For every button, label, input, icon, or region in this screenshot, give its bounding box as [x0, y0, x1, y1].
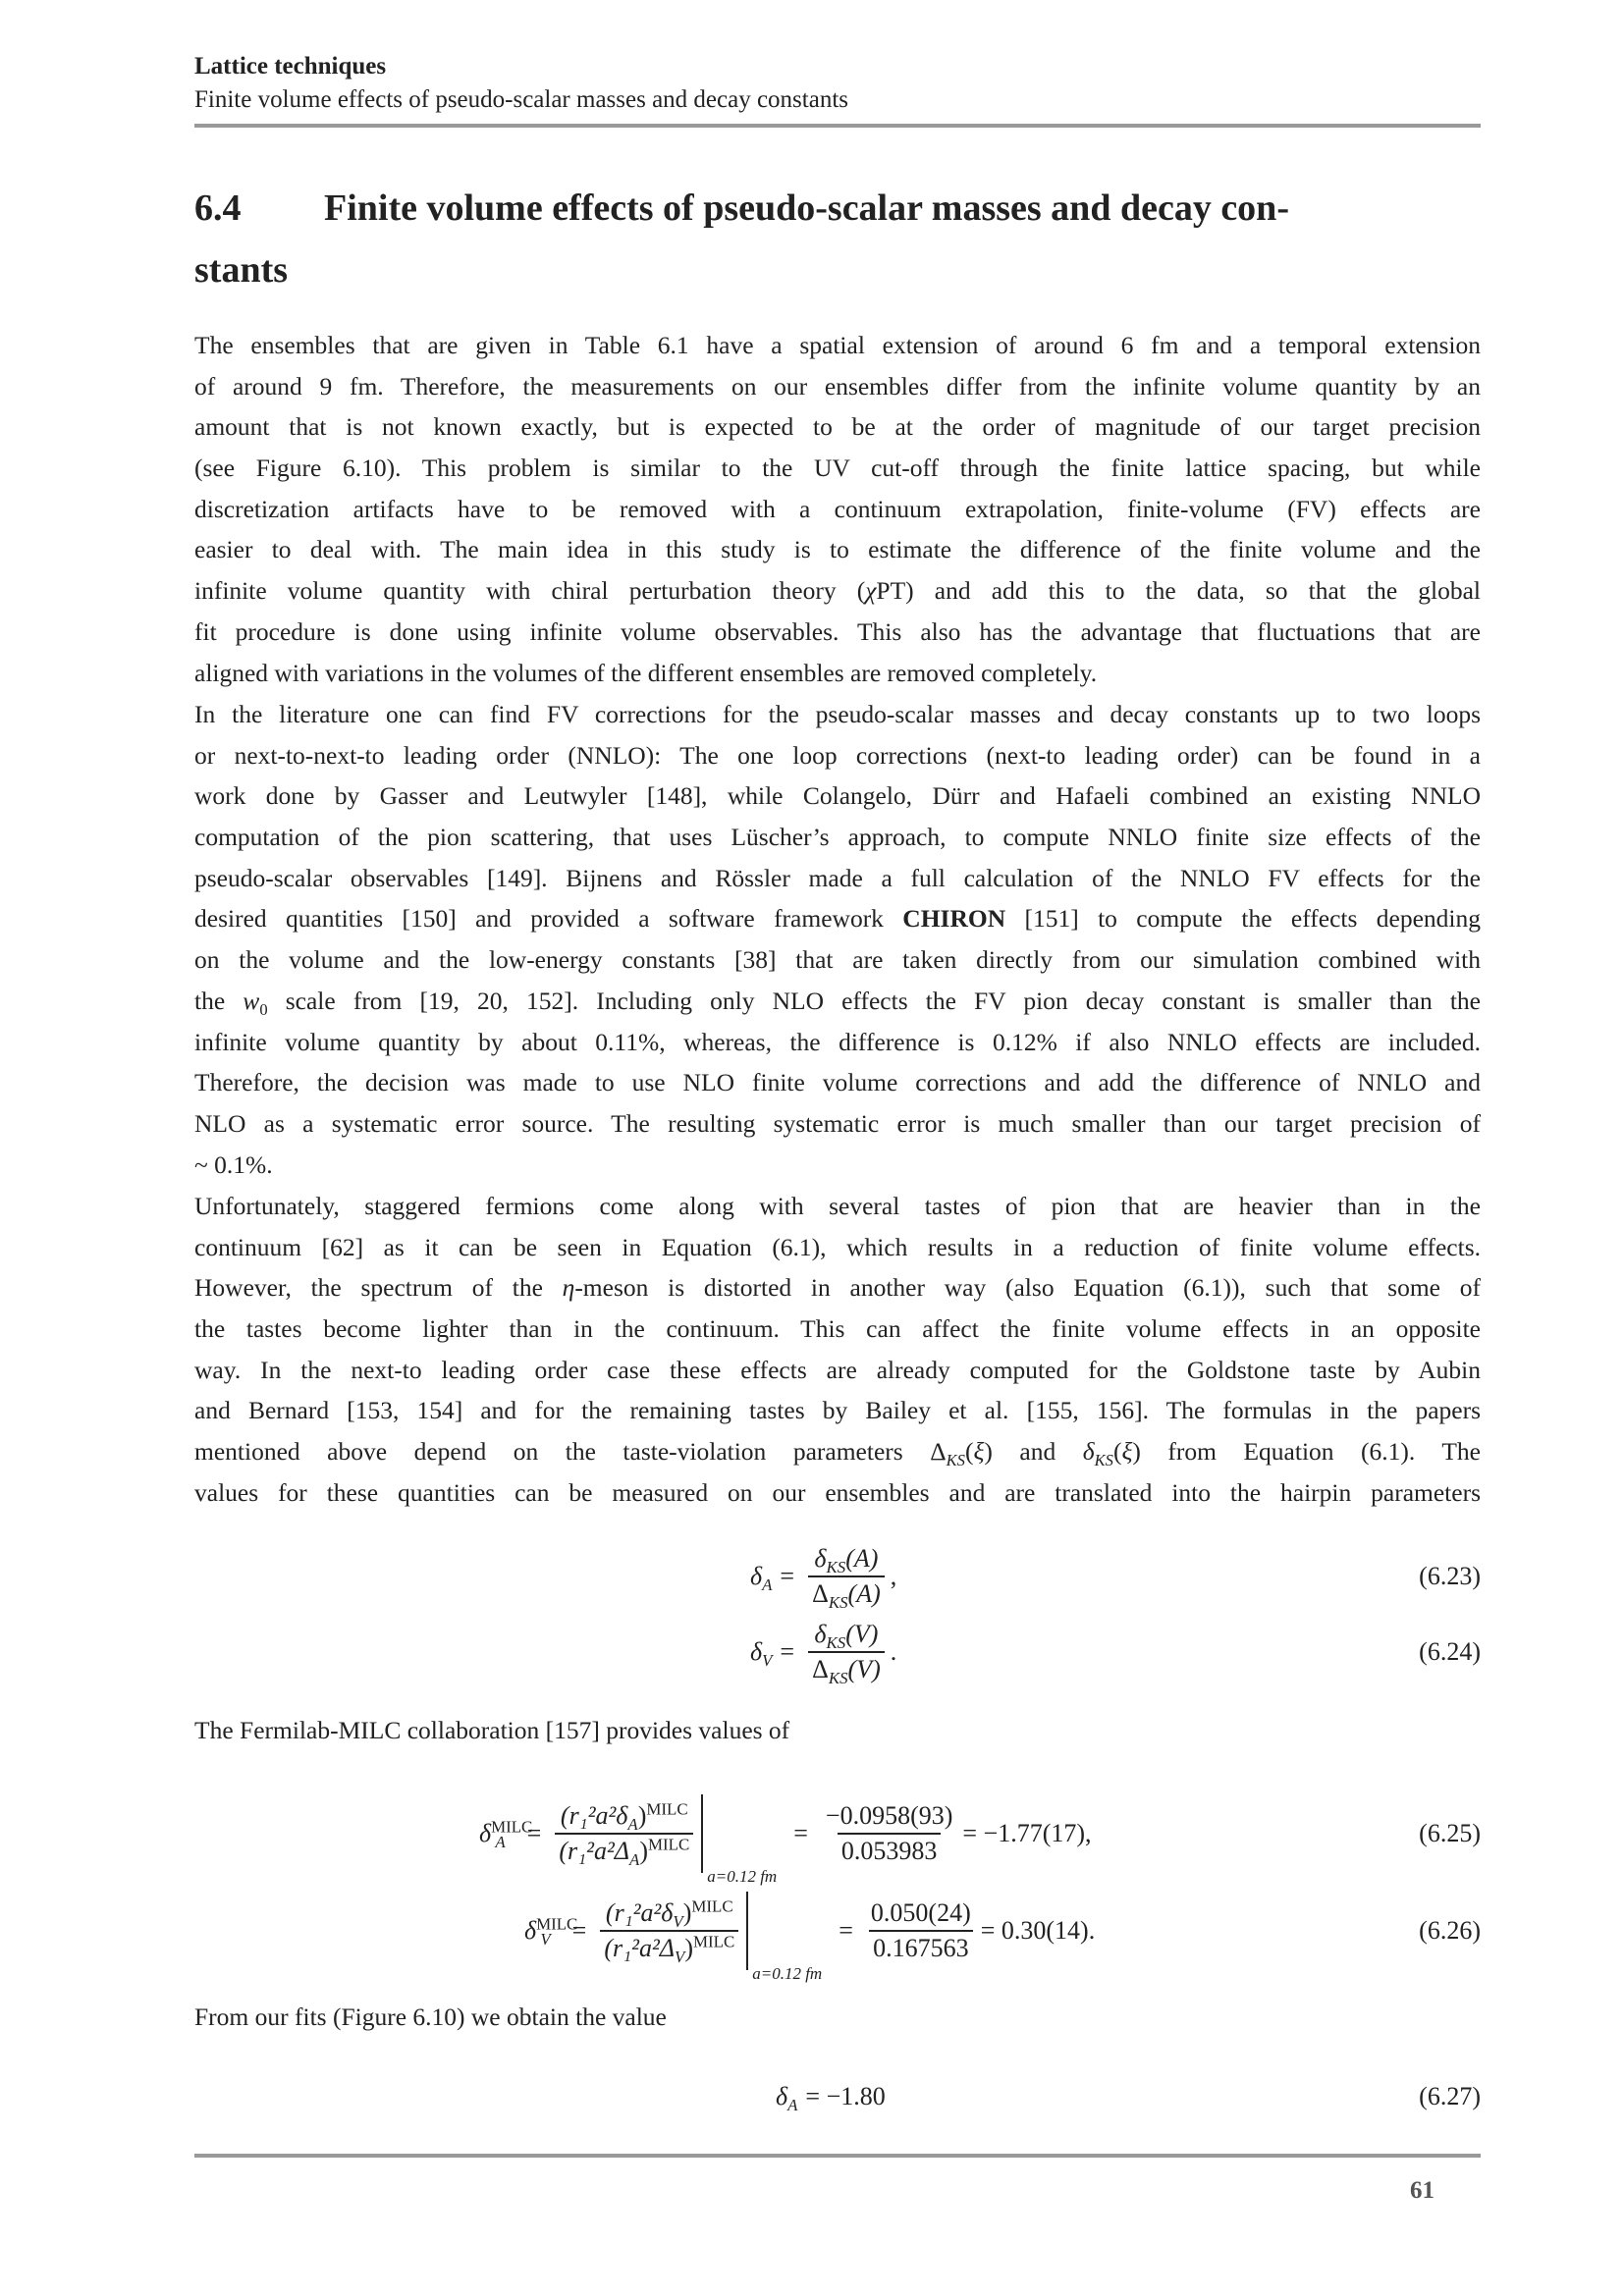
text-line	[194, 612, 1481, 653]
text-fits: From our fits (Figure 6.10) we obtain the value	[194, 2002, 667, 2031]
text-line	[194, 1308, 1481, 1350]
text-segment: or next-to-next-to leading order (NNLO): The one loop corrections (next-to leading order) can be found in a	[194, 740, 1481, 770]
text-line	[194, 529, 1481, 570]
text-segment: desired quantities [150] and provided a software framework	[194, 904, 903, 934]
inline-math: δ	[1082, 1437, 1095, 1467]
equals-sign: =	[780, 1562, 795, 1590]
eq-result: = −1.77(17),	[962, 1819, 1092, 1847]
text-segment: the	[194, 986, 244, 1015]
eq-rhs: = −1.80	[805, 2082, 886, 2110]
running-header-chapter: Lattice techniques	[194, 53, 387, 80]
text-fermilab: The Fermilab-MILC collaboration [157] provides values of	[194, 1716, 790, 1744]
text-segment: mentioned above depend on the taste-violation parameters Δ	[194, 1437, 947, 1467]
inline-math: KS	[946, 1451, 965, 1470]
text-line	[194, 1145, 1481, 1186]
text-line	[194, 939, 1481, 981]
text-segment: Therefore, the decision was made to use NLO finite volume corrections and add the difference of NNLO and	[194, 1068, 1481, 1097]
text-line	[194, 1267, 1481, 1308]
inline-math: ξ	[973, 1437, 985, 1467]
text-segment: amount that is not known exactly, but is expected to be at the order of magnitude of our target precision	[194, 412, 1481, 442]
text-segment: way. In the next-to leading order case these effects are already computed for the Goldstone taste by Aubin	[194, 1355, 1481, 1384]
text-line	[194, 653, 1481, 694]
page-number: 61	[1410, 2177, 1435, 2204]
section-number: 6.4	[194, 187, 242, 229]
inline-math: w	[243, 986, 260, 1015]
inline-math: KS	[1094, 1451, 1113, 1470]
text-segment: fit procedure is done using infinite volume observables. This also has the advantage that fluctuations that are	[194, 616, 1481, 646]
fraction: $\frac{(r_1^2a^2\delta_V)^{MILC}}{(r_1^2a^2\Delta_V)^{MILC}}$	[600, 1898, 738, 1963]
text-segment: ) and	[984, 1437, 1083, 1467]
equation-number: (6.24)	[1419, 1637, 1481, 1666]
eq-lhs: $\delta_V$	[750, 1637, 773, 1671]
text-line	[194, 1472, 1481, 1514]
text-line	[194, 735, 1481, 776]
text-line	[194, 1022, 1481, 1063]
equation-6-24: $\delta_V$ = $\frac{\delta_{KS}(V)}{\Delta_{KS}(V)}$ . (6.24)	[750, 1620, 1481, 1688]
text-line	[194, 1350, 1481, 1391]
fraction: $\frac{\delta_{KS}(V)}{\Delta_{KS}(V)}$	[808, 1620, 885, 1684]
eq-lhs: $\delta_A$	[750, 1562, 773, 1595]
inline-math: ξ	[1121, 1437, 1133, 1467]
eq-lhs: $\delta^{MILC}_A$	[479, 1817, 533, 1852]
text-line	[194, 775, 1481, 817]
inline-math: χ	[865, 576, 877, 606]
eq-lhs: $\delta^{MILC}_V$	[524, 1914, 578, 1949]
evaluation-bar: a=0.12 fm	[746, 1892, 748, 1970]
eq-lhs: $\delta_A$	[776, 2082, 798, 2115]
text-line	[194, 366, 1481, 407]
text-line	[194, 1227, 1481, 1268]
text-line	[194, 1390, 1481, 1431]
equation-6-26: $\delta^{MILC}_V$ = $\frac{(r_1^2a^2\delta_V)^{MILC}}{(r_1^2a^2\Delta_V)^{MILC}}$ a=0.12 fm = $\frac{0.050(24)}{0.167563}$ = 0.30(14). (6.26)	[194, 1882, 1481, 1980]
text-segment: (see Figure 6.10). This problem is similar to the UV cut-off through the finite lattice spacing, but while	[194, 454, 1481, 483]
equals-sign: =	[780, 1637, 795, 1666]
eq-result: = 0.30(14).	[980, 1916, 1096, 1945]
text-segment: infinite volume quantity by about 0.11%, whereas, the difference is 0.12% if also NNLO effects are included.	[194, 1027, 1481, 1056]
text-segment: ) from Equation (6.1). The	[1132, 1437, 1481, 1467]
text-segment: Unfortunately, staggered fermions come along with several tastes of pion that are heavier than in the	[194, 1192, 1481, 1220]
text-segment: values for these quantities can be measured on our ensembles and are translated into the hairpin parameters	[194, 1477, 1481, 1507]
text-segment: pseudo-scalar observables [149]. Bijnens and Rössler made a full calculation of the NNLO FV effects for the	[194, 863, 1481, 892]
equation-number: (6.26)	[1419, 1916, 1481, 1945]
text-line	[194, 489, 1481, 530]
text-line	[194, 817, 1481, 858]
text-segment: -meson is distorted in another way (also Equation (6.1)), such that some of	[574, 1273, 1481, 1303]
text-segment: computation of the pion scattering, that uses Lüscher’s approach, to compute NNLO finite size effects of the	[194, 823, 1481, 852]
inline-math: CHIRON	[902, 904, 1006, 934]
text-segment: the tastes become lighter than in the continuum. This can affect the finite volume effects in an opposite	[194, 1314, 1481, 1344]
text-segment: (	[964, 1437, 974, 1467]
evaluation-bar: a=0.12 fm	[701, 1794, 703, 1873]
text-segment: PT) and add this to the data, so that the global	[876, 576, 1481, 606]
text-line	[194, 570, 1481, 612]
fraction: $\frac{(r_1^2a^2\delta_A)^{MILC}}{(r_1^2a^2\Delta_A)^{MILC}}$	[555, 1801, 693, 1866]
inline-math: η	[562, 1273, 575, 1303]
text-line	[194, 1186, 1481, 1227]
value-fraction: $\frac{0.050(24)}{0.167563}$	[870, 1898, 971, 1962]
text-segment: However, the spectrum of the	[194, 1273, 563, 1303]
paragraph-1	[194, 325, 1481, 693]
text-segment: NLO as a systematic error source. The resulting systematic error is much smaller than our target precision of	[194, 1108, 1481, 1138]
text-segment: The ensembles that are given in Table 6.1 have a spatial extension of around 6 fm and a temporal extension	[194, 331, 1481, 359]
header-rule	[194, 124, 1481, 128]
inline-math: 0	[259, 999, 268, 1019]
text-line	[194, 694, 1481, 735]
text-segment: work done by Gasser and Leutwyler [148], while Colangelo, Dürr and Hafaeli combined an existing NNLO	[194, 781, 1481, 811]
equation-6-23: $\delta_A$ = $\frac{\delta_{KS}(A)}{\Delta_{KS}(A)}$ , (6.23)	[750, 1544, 1481, 1613]
equation-number: (6.25)	[1419, 1819, 1481, 1847]
text-line	[194, 858, 1481, 899]
text-segment: easier to deal with. The main idea in this study is to estimate the difference of the finite volume and the	[194, 535, 1481, 564]
equation-6-27	[194, 2077, 1481, 2116]
text-segment: scale from [19, 20, 152]. Including only NLO effects the FV pion decay constant is smaller than the	[267, 986, 1481, 1015]
text-segment: aligned with variations in the volumes of the different ensembles are removed completely.	[194, 658, 1098, 687]
fraction: $\frac{\delta_{KS}(A)}{\Delta_{KS}(A)}$	[808, 1544, 885, 1609]
section-heading	[194, 187, 1289, 230]
text-segment: and Bernard [153, 154] and for the remaining tastes by Bailey et al. [155, 156]. The formulas in the papers	[194, 1396, 1481, 1425]
text-line	[194, 981, 1481, 1022]
value-fraction: $\frac{-0.0958(93)}{0.053983}$	[825, 1801, 953, 1865]
text-segment: on the volume and the low-energy constants [38] that are taken directly from our simulation combined with	[194, 945, 1481, 975]
text-segment: In the literature one can find FV corrections for the pseudo-scalar masses and decay constants up to two loops	[194, 700, 1481, 728]
equation-6-25: $\delta^{MILC}_A$ = $\frac{(r_1^2a^2\delta_A)^{MILC}}{(r_1^2a^2\Delta_A)^{MILC}}$ a=0.12 fm = $\frac{-0.0958(93)}{0.053983}$ = −1.77(17), (6.25)	[194, 1785, 1481, 1883]
text-segment: [151] to compute the effects depending	[1005, 904, 1481, 934]
section-title-line2: stants	[194, 249, 289, 291]
text-line	[194, 898, 1481, 939]
running-header-section: Finite volume effects of pseudo-scalar masses and decay constants	[194, 86, 849, 113]
text-line	[194, 406, 1481, 448]
equation-number: (6.23)	[1419, 1562, 1481, 1590]
text-segment: infinite volume quantity with chiral perturbation theory (	[194, 576, 866, 606]
text-line	[194, 1062, 1481, 1103]
text-line	[194, 325, 1481, 366]
text-segment: (	[1112, 1437, 1122, 1467]
paragraph-3	[194, 1186, 1481, 1514]
equation-number: (6.27)	[1419, 2082, 1481, 2110]
text-line	[194, 1431, 1481, 1472]
text-segment: ~ 0.1%.	[194, 1149, 273, 1179]
text-segment: continuum [62] as it can be seen in Equation (6.1), which results in a reduction of finite volume effects.	[194, 1232, 1481, 1261]
section-title-line1: Finite volume effects of pseudo-scalar masses and decay con-	[324, 187, 1289, 229]
text-line	[194, 1103, 1481, 1145]
text-segment: discretization artifacts have to be removed with a continuum extrapolation, finite-volume (FV) effects are	[194, 494, 1481, 523]
paragraph-2	[194, 694, 1481, 1185]
text-segment: of around 9 fm. Therefore, the measurements on our ensembles differ from the infinite volume quantity by an	[194, 371, 1481, 400]
footer-rule	[194, 2154, 1481, 2158]
text-line	[194, 448, 1481, 489]
